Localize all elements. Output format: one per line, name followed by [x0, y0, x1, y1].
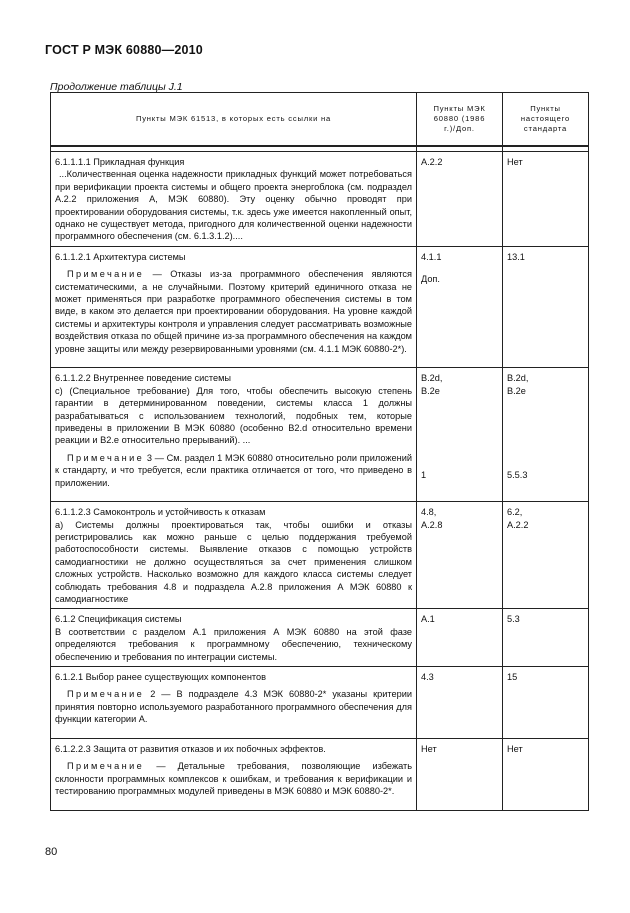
row-title: 6.1.2.1 Выбор ранее существующих компонентов	[55, 672, 267, 682]
page-number: 80	[45, 846, 58, 858]
row-text: с) (Специальное требование) Для того, чтобы обеспечить высокую степень гарантии в детерминированном поведении, системы класса 1 должны разрабатываться с использованием технологий, подобных тем, которые приведены в приложении В МЭК 60880 (особенно В2.d относительно времени реакции и В2.е относительно прерываний). ...	[55, 385, 412, 446]
ref-standard-value: В.2d,	[507, 373, 529, 384]
ref-standard-cell	[503, 152, 589, 247]
col-header-standard-text: Пункты настоящего стандарта	[520, 103, 571, 134]
note-label: Примечание	[67, 452, 145, 463]
col-header-61513: Пункты МЭК 61513, в которых есть ссылки на	[51, 93, 417, 147]
col-header-standard	[503, 93, 589, 147]
ref-60880-value: А.2.8	[421, 519, 443, 530]
table-caption: Продолжение таблицы J.1	[50, 81, 183, 93]
row-note	[55, 452, 412, 489]
ref-standard-value: В.2е	[507, 385, 526, 396]
note-text: 3 — См. раздел 1 МЭК 60880 относительно роли приложений к стандарту, и что требуется, если практика отличается от того, что приведено в приложении.	[55, 452, 412, 488]
ref-standard-cell	[503, 667, 589, 739]
ref-60880-value: Доп.	[421, 274, 440, 285]
ref-standard-value: 13.1	[507, 251, 525, 262]
ref-60880-value: 4.1.1	[421, 251, 442, 262]
row-note	[55, 760, 412, 797]
ref-60880-cell	[417, 667, 503, 739]
row-text-cell	[51, 152, 417, 247]
row-title: 6.1.1.1.1 Прикладная функция	[55, 157, 185, 167]
ref-standard-cell	[503, 738, 589, 810]
row-text-cell	[51, 502, 417, 609]
ref-standard-value: 5.5.3	[507, 470, 528, 481]
row-note	[55, 268, 412, 355]
ref-60880-cell	[417, 502, 503, 609]
ref-60880-value: В.2е	[421, 385, 440, 396]
row-text: В соответствии с разделом А.1 приложения А МЭК 60880 на этой фазе определяются требования к программному обеспечению, техническому обеспечению и требования по интеграции системы.	[55, 626, 412, 662]
ref-standard-value: 6.2,	[507, 507, 523, 518]
table-row	[51, 667, 589, 739]
ref-standard-value: 15	[507, 672, 518, 682]
ref-60880-cell	[417, 609, 503, 667]
row-title: 6.1.1.2.1 Архитектура системы	[55, 251, 186, 262]
note-label: Примечание	[67, 269, 145, 280]
table-row	[51, 368, 589, 502]
col-header-60880-text: Пункты МЭК 60880 (1986 г.)/Доп.	[433, 103, 486, 134]
ref-60880-cell	[417, 152, 503, 247]
row-title: 6.1.1.2.2 Внутреннее поведение системы	[55, 373, 232, 384]
row-text-cell	[51, 368, 417, 502]
ref-60880-value: А.2.2	[421, 157, 443, 167]
row-text-cell	[51, 609, 417, 667]
row-text: ...Количественная оценка надежности прикладных функций может потребоваться при верификации проекта системы и общего проекта энергоблока (см. подраздел А.2.2 приложения А, МЭК 60880). Эту оценку обычно проводят при проектировании оборудования системы, т.к. здесь уже имеется накопленный опыт, однако не существует метода, пригодного для количественной оценки надежности программного обеспечения (см. 6.1.3.1.2)....	[55, 169, 412, 242]
ref-standard-cell	[503, 246, 589, 367]
ref-60880-value: А.1	[421, 614, 435, 625]
row-text: а) Системы должны проектироваться так, чтобы ошибки и отказы регистрировались как можно раньше с целью поддержания требуемой работоспособности системы. Выявление отказов с помощью устройств самодиагностики не должно осуществляться за счет применения слишком сложных устройств. Насколько возможно для каждого класса системы следует соблюдать требования 4.8 и подраздела А.2.8 приложения А МЭК 60880 к самодиагностике	[55, 519, 412, 604]
ref-standard-value: Нет	[507, 743, 523, 754]
ref-standard-cell	[503, 502, 589, 609]
ref-60880-value: Нет	[421, 743, 437, 754]
row-title: 6.1.1.2.3 Самоконтроль и устойчивость к отказам	[55, 507, 266, 518]
note-text: — Детальные требования, позволяющие избежать склонности программных комплексов к ошибкам, и требования к верификации и тестированию программных модулей приведены в МЭК 60880 и МЭК 60880-2*.	[55, 761, 412, 797]
ref-60880-value: 4.3	[421, 672, 434, 682]
note-label: Примечание	[67, 689, 145, 700]
ref-standard-value: 5.3	[507, 614, 520, 625]
table-row	[51, 152, 589, 247]
row-text-cell	[51, 738, 417, 810]
reference-table	[50, 92, 589, 811]
ref-standard-cell	[503, 609, 589, 667]
table-row	[51, 502, 589, 609]
table-row	[51, 246, 589, 367]
ref-60880-cell	[417, 738, 503, 810]
table-header-row	[51, 93, 589, 147]
col-header-60880	[417, 93, 503, 147]
ref-60880-value: В.2d,	[421, 373, 443, 384]
row-text-cell	[51, 667, 417, 739]
ref-60880-cell	[417, 246, 503, 367]
standard-header: ГОСТ Р МЭК 60880—2010	[45, 43, 203, 57]
table-row	[51, 609, 589, 667]
ref-standard-value: Нет	[507, 157, 523, 167]
note-text: 2 — В подразделе 4.3 МЭК 60880-2* указаны критерии принятия повторно используемого разработанного программного обеспечения для функции категории А.	[55, 689, 412, 725]
table-row	[51, 738, 589, 810]
row-note	[55, 688, 412, 725]
ref-standard-cell	[503, 368, 589, 502]
ref-standard-value: А.2.2	[507, 519, 529, 530]
note-label: Примечание	[67, 761, 145, 772]
ref-60880-value: 4.8,	[421, 507, 437, 518]
ref-60880-value: 1	[421, 470, 427, 481]
row-text-cell	[51, 246, 417, 367]
row-title: 6.1.2.2.3 Защита от развития отказов и их побочных эффектов.	[55, 743, 326, 754]
note-text: — Отказы из-за программного обеспечения являются систематическими, а не случайными. Поэтому критерий единичного отказа не может применяться при разработке программного обеспечения системы в том виде, в каком это делается при проектировании оборудования. На уровне каждой системы и архитектуры контроля и управления следует рассматривать возможные воздействия отказа по общей причине из-за программного обеспечения на каждом уровне защиты или между резервированными уровнями (см. 4.1.1 МЭК 60880-2*).	[55, 269, 412, 354]
ref-60880-cell	[417, 368, 503, 502]
row-title: 6.1.2 Спецификация системы	[55, 614, 182, 625]
